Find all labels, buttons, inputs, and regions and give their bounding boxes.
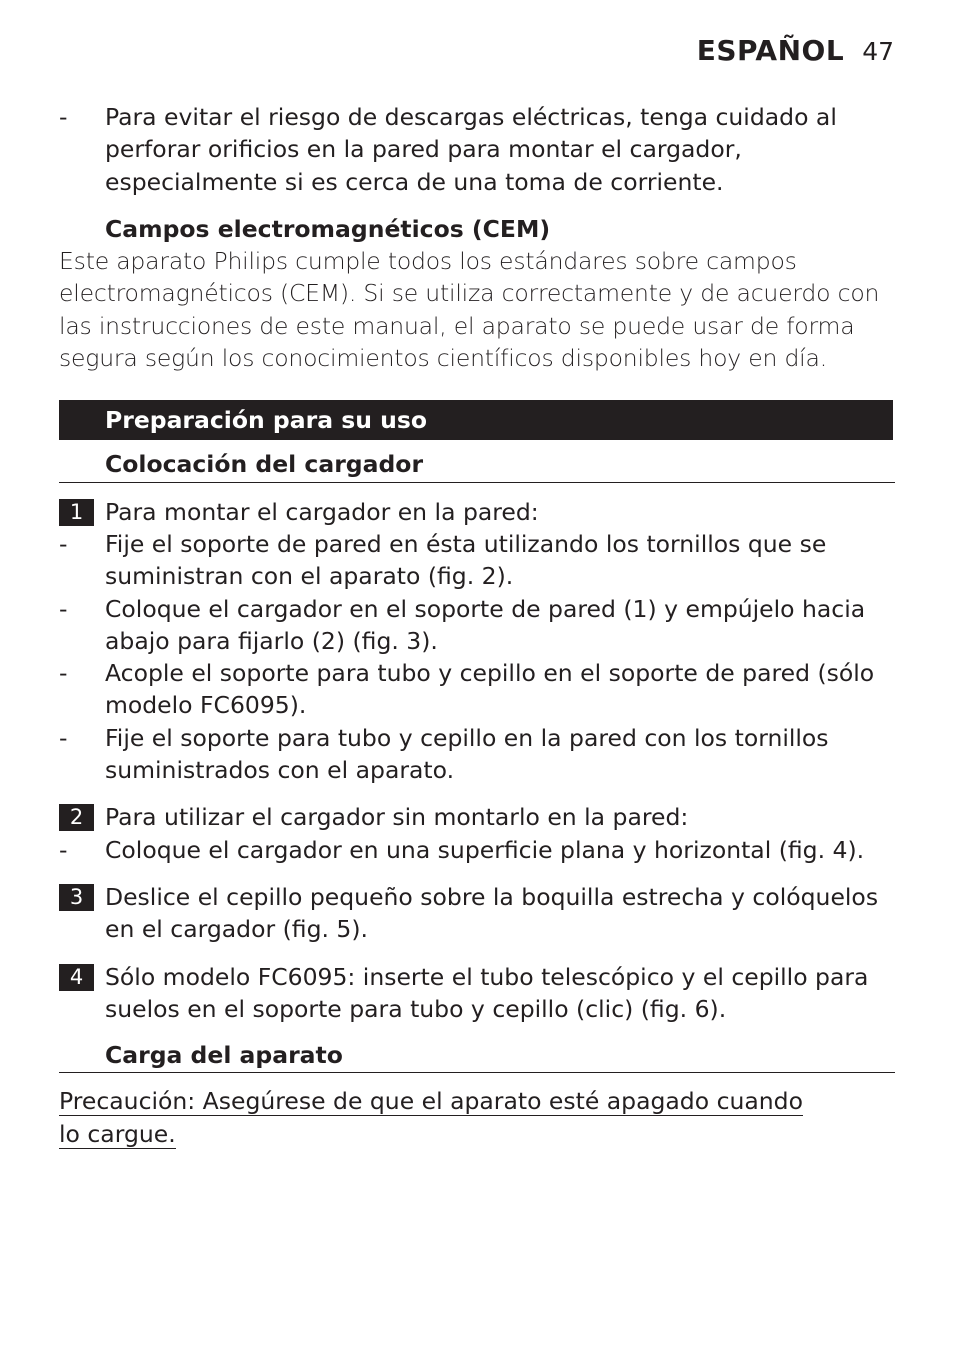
emf-heading: Campos electromagnéticos (CEM): [105, 214, 551, 243]
page-content: [59, 101, 895, 1150]
caution-note: [59, 1085, 819, 1150]
language-label: ESPAÑOL: [696, 34, 845, 67]
page-header: [697, 34, 894, 67]
step-text: Para utilizar el cargador sin montarlo en la pared:: [105, 803, 689, 832]
intro-bullet: [59, 101, 895, 198]
step-3: [59, 881, 895, 946]
caution-text: Precaución: Asegúrese de que el aparato esté apagado cuando lo cargue.: [59, 1087, 803, 1148]
bullet-text: Acople el soporte para tubo y cepillo en el soporte de pared (sólo modelo FC6095).: [105, 659, 875, 720]
step-2-bullet-1: [59, 834, 895, 866]
step-1-bullet-4: [59, 722, 895, 787]
step-text: Deslice el cepillo pequeño sobre la boquilla estrecha y colóquelos en el cargador (fig. 5).: [105, 882, 879, 944]
step-number: 2: [59, 804, 94, 831]
placement-heading: Colocación del cargador: [59, 448, 895, 482]
step-1-bullet-1: [59, 528, 895, 593]
intro-bullet-text: Para evitar el riesgo de descargas eléctricas, tenga cuidado al perforar orificios en la pared para montar el cargador, especialmente si es cerca de una toma de corriente.: [105, 103, 837, 196]
step-text: Sólo modelo FC6095: inserte el tubo telescópico y el cepillo para suelos en el soporte para tubo y cepillo (clic) (fig. 6).: [105, 962, 869, 1023]
bullet-text: Fije el soporte para tubo y cepillo en la pared con los tornillos suministrados con el aparato.: [105, 723, 829, 785]
step-text: Para montar el cargador en la pared:: [105, 497, 539, 526]
emf-body: Este aparato Philips cumple todos los estándares sobre campos electromagnéticos (CEM). Si se utiliza correctamente y de acuerdo con las instrucciones de este manual, el aparato se puede usar de forma segura según los conocimientos científicos disponibles hoy en día.: [59, 247, 880, 373]
bullet-dash: -: [59, 529, 68, 558]
bullet-dash: -: [59, 835, 68, 864]
bullet-dash: -: [59, 659, 68, 688]
step-2: [59, 801, 895, 833]
step-1-bullet-3: [59, 657, 895, 722]
bullet-dash: -: [59, 594, 68, 623]
step-number: 1: [59, 499, 94, 526]
bullet-dash: -: [59, 103, 68, 131]
step-4: [59, 961, 895, 1026]
step-1-bullet-2: [59, 593, 895, 658]
bullet-text: Coloque el cargador en el soporte de pared (1) y empújelo hacia abajo para fijarlo (2) (fig. 3).: [105, 594, 866, 655]
bullet-text: Coloque el cargador en una superficie plana y horizontal (fig. 4).: [105, 835, 865, 864]
page-number: 47: [862, 37, 894, 66]
charging-heading: Carga del aparato: [59, 1039, 895, 1073]
section-title-preparation: Preparación para su uso: [59, 400, 893, 440]
step-number: 4: [59, 964, 94, 991]
bullet-text: Fije el soporte de pared en ésta utilizando los tornillos que se suministran con el aparato (fig. 2).: [105, 529, 827, 591]
step-1: [59, 496, 895, 528]
step-number: 3: [59, 884, 94, 911]
bullet-dash: -: [59, 723, 68, 752]
